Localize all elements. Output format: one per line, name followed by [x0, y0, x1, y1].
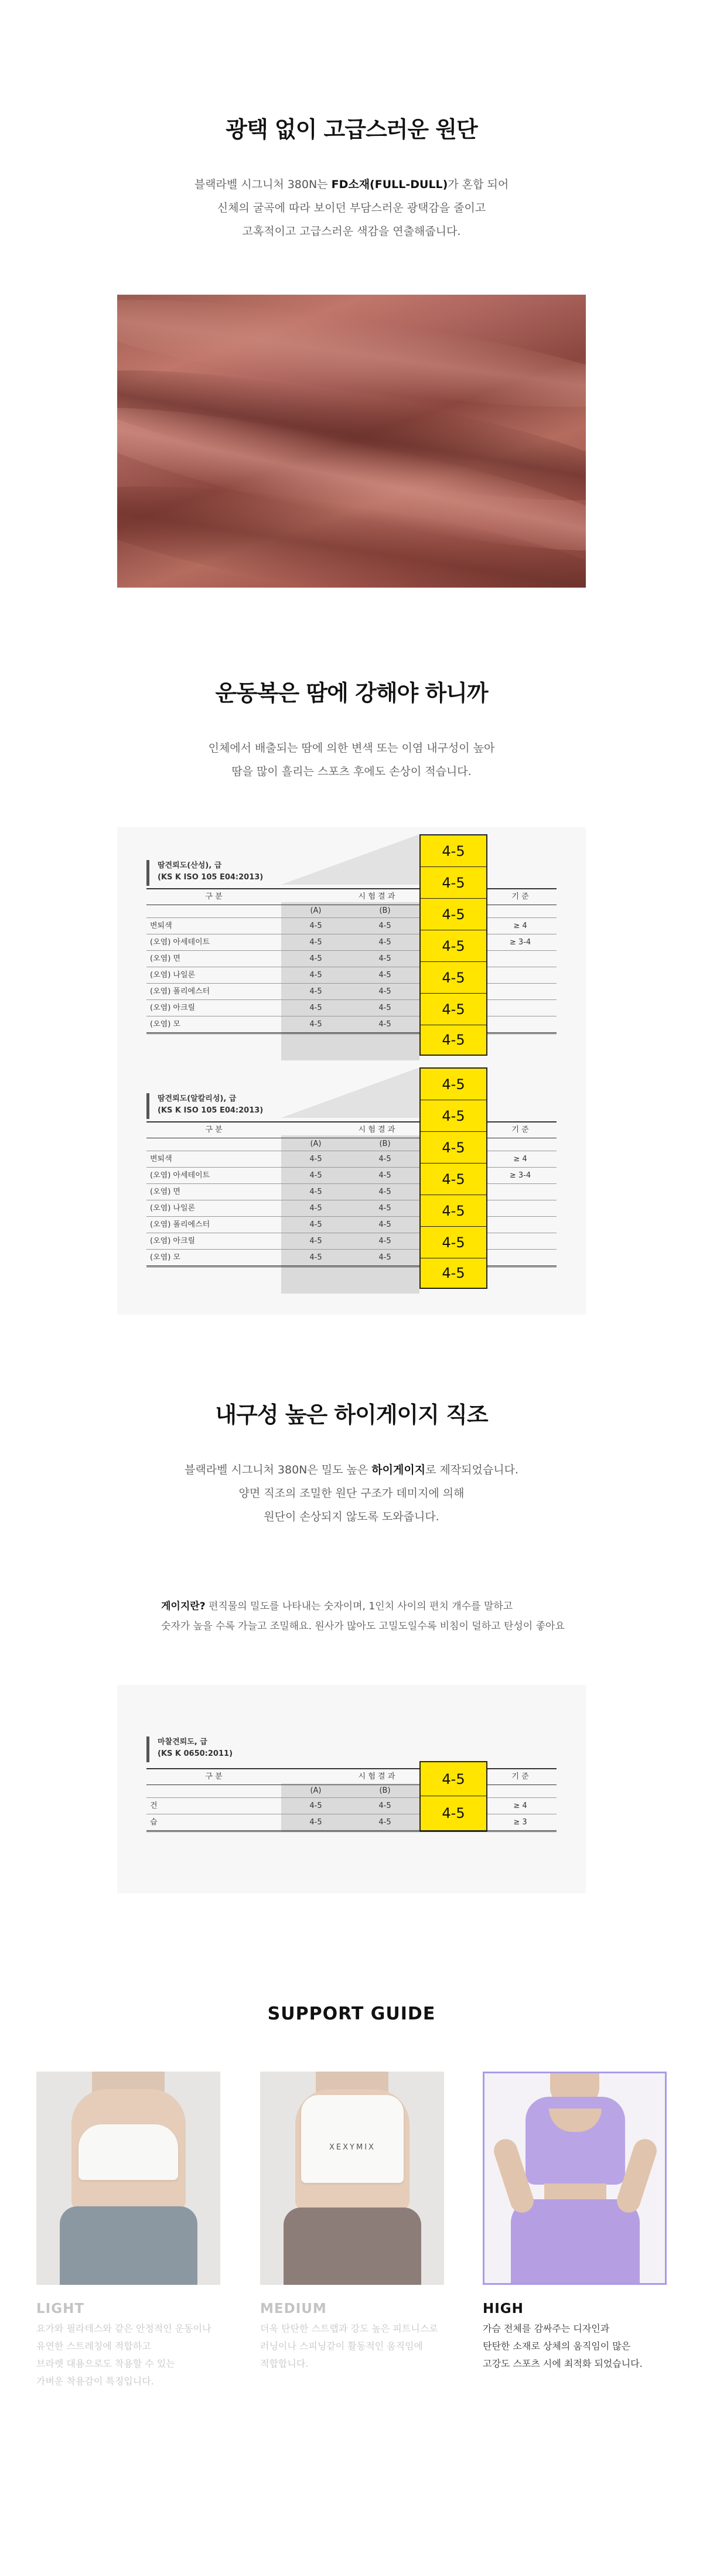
table-caption: 땀견뢰도(산성), 급 (KS K ISO 105 E04:2013)	[146, 860, 263, 886]
table-row: (오염) 폴리에스터 4-5 4-5	[146, 984, 557, 1000]
highlight-shadow	[281, 834, 419, 885]
section-description	[0, 736, 703, 783]
table-row: (오염) 아크릴 4-5 4-5	[146, 1000, 557, 1016]
support-guide-title: SUPPORT GUIDE	[267, 2004, 436, 2024]
table-row: (오염) 아세테이트 4-5 4-5 ≥ 3-4	[146, 1168, 557, 1184]
sweat-alkali-table	[146, 1067, 557, 1299]
table-subheader: (A) (B)	[146, 905, 557, 918]
desc-line-1: 블랙라벨 시그니처 380N는 FD소재(FULL-DULL)가 혼합 되어	[194, 178, 509, 191]
desc-line-2: 양면 직조의 조밀한 원단 구조가 데미지에 의해	[238, 1487, 465, 1500]
gauge-note-line-2: 숫자가 높을 수록 가늘고 조밀해요. 원사가 많아도 고밀도일수록 비침이 덜하고 탄성이 좋아요	[161, 1620, 565, 1632]
gauge-note-line-1: 게이지란? 편직물의 밀도를 나타내는 숫자이며, 1인치 사이의 편치 개수를 말하고	[161, 1601, 513, 1612]
desc-line-3: 원단이 손상되지 않도록 도와줍니다.	[264, 1510, 439, 1523]
guide-description: 가슴 전체를 감싸주는 디자인과 탄탄한 소재로 상체의 움직임이 많은 고강도 스포츠 시에 최적화 되었습니다.	[483, 2323, 643, 2369]
section-high-gauge	[0, 1397, 703, 1528]
table-row: 습 4-5 4-5 ≥ 3	[146, 1814, 557, 1832]
desc-line-1: 인체에서 배출되는 땀에 의한 변색 또는 이염 내구성이 높아	[208, 742, 495, 755]
table-row: (오염) 아크릴 4-5 4-5	[146, 1233, 557, 1250]
table-row: 변퇴색 4-5 4-5 ≥ 4	[146, 1151, 557, 1168]
section-description	[0, 1458, 703, 1528]
desc-line-1: 블랙라벨 시그니처 380N은 밀도 높은 하이게이지로 제작되었습니다.	[185, 1463, 518, 1476]
table-header: 구 분 시 험 결 과 기 준	[146, 888, 557, 905]
table-row: (오염) 면 4-5 4-5	[146, 1184, 557, 1200]
table-row: (오염) 면 4-5 4-5	[146, 951, 557, 967]
table-row: (오염) 아세테이트 4-5 4-5 ≥ 3-4	[146, 934, 557, 951]
table-header: 구 분 시 험 결 과 기 준	[146, 1768, 557, 1785]
section-fabric	[0, 111, 703, 243]
guide-description: 요가와 필라테스와 같은 안정적인 운동이나 유연한 스트레칭에 적합하고 브라렛 대용으로도 착용할 수 있는 가벼운 착용감이 특징입니다.	[36, 2323, 211, 2387]
guide-name: LIGHT	[36, 2301, 85, 2316]
friction-test-chart	[117, 1685, 586, 1893]
desc-line-2: 땀을 많이 흘리는 스포츠 후에도 손상이 적습니다.	[231, 765, 472, 778]
table-row: (오염) 모 4-5 4-5	[146, 1250, 557, 1267]
highlight-shadow	[281, 1067, 419, 1118]
section-title: 광택 없이 고급스러운 원단	[226, 117, 477, 142]
light-bra-photo	[36, 2072, 220, 2285]
guide-name: HIGH	[483, 2301, 524, 2316]
table-row: (오염) 나일론 4-5 4-5	[146, 1200, 557, 1217]
highlight-result-column: 4-5 4-5 4-5 4-5 4-5 4-5 4-5	[419, 834, 487, 1056]
fabric-closeup-photo	[117, 295, 586, 588]
sweat-test-chart	[117, 827, 586, 1315]
gauge-note	[161, 1596, 583, 1636]
medium-bra-photo	[260, 2072, 444, 2285]
highlight-result-column: 4-5 4-5 4-5 4-5 4-5 4-5 4-5	[419, 1067, 487, 1289]
table-header: 구 분 시 험 결 과 기 준	[146, 1121, 557, 1138]
desc-line-2: 신체의 굴곡에 따라 보이던 부담스러운 광택감을 줄이고	[217, 202, 486, 214]
section-title: 내구성 높은 하이게이지 직조	[215, 1402, 488, 1428]
support-guide-section	[0, 2004, 703, 2024]
brand-logo-print: XEXYMIX	[329, 2143, 376, 2152]
table-subheader: (A) (B)	[146, 1138, 557, 1151]
friction-table	[146, 1736, 557, 1836]
table-caption: 땀견뢰도(알칼리성), 급 (KS K ISO 105 E04:2013)	[146, 1093, 263, 1119]
guide-name: MEDIUM	[260, 2301, 327, 2316]
guide-description: 더욱 탄탄한 스트랩과 강도 높은 피트니스로 러닝이나 스피닝같이 활동적인 움직임에 적합합니다.	[260, 2323, 438, 2369]
table-row: (오염) 모 4-5 4-5	[146, 1016, 557, 1034]
table-caption: 마찰견뢰도, 급 (KS K 0650:2011)	[146, 1736, 233, 1762]
section-title: 운동복은 땀에 강해야 하니까	[215, 680, 488, 706]
section-description	[0, 173, 703, 243]
table-row: 변퇴색 4-5 4-5 ≥ 4	[146, 918, 557, 934]
desc-line-3: 고혹적이고 고급스러운 색감을 연출해줍니다.	[242, 225, 461, 238]
high-bra-photo	[483, 2072, 667, 2285]
section-sweat	[0, 675, 703, 783]
table-row: (오염) 폴리에스터 4-5 4-5	[146, 1217, 557, 1233]
sweat-acid-table	[146, 834, 557, 1066]
table-subheader: (A) (B)	[146, 1785, 557, 1798]
highlight-result-column: 4-5 4-5	[419, 1761, 487, 1831]
table-row: 건 4-5 4-5 ≥ 4	[146, 1798, 557, 1814]
table-row: (오염) 나일론 4-5 4-5	[146, 967, 557, 984]
